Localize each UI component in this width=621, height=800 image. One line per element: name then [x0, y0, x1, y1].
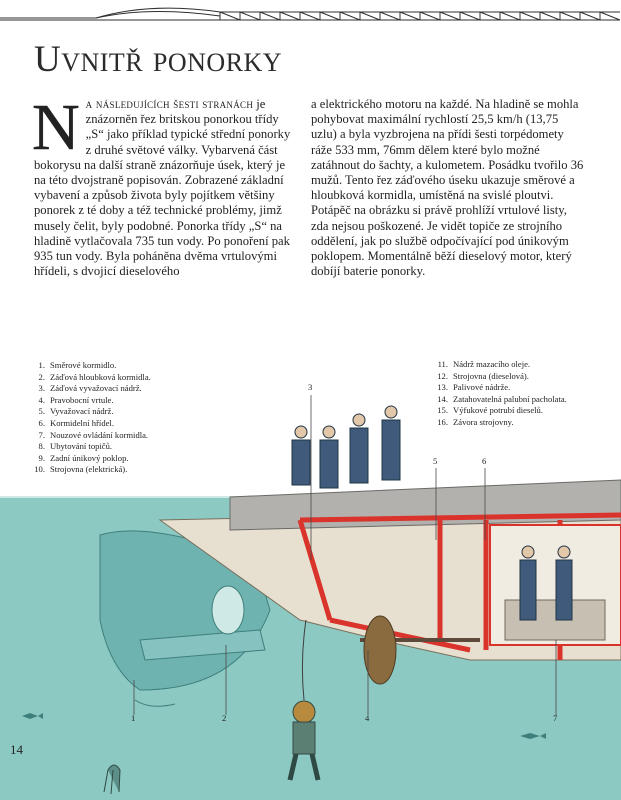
page-title: Uvnitř ponorky: [34, 39, 283, 80]
callout-3: 3: [308, 382, 313, 392]
intro-text: je znázorněn řez britskou ponorkou třídy „S“ jako příklad typické střední ponorky z druhé světové války. Vybarvená část bokorysu na další straně znázorňuje úsek, který je na této dvojstraně popisován. Zobrazené základní vybavení a způsob života byly pojítkem většiny ponorek z té doby a též technické problémy, jimž musely čelit, byly podobné. Ponorka třídy „S“ na hladině vytlačovala 735 tun vody. Po ponoření pak 935 tun vody. Byla poháněna dvěma vrtulovými hřídeli, s dvojicí dieselového: [34, 97, 291, 279]
legend-item: 9. Zadní únikový poklop.: [38, 452, 129, 463]
legend-item: 12. Strojovna (dieselová).: [437, 370, 529, 381]
callout-2: 2: [222, 713, 227, 723]
propeller: [364, 616, 396, 684]
legend-item: 13. Palivové nádrže.: [437, 382, 511, 393]
legend-right: [432, 359, 582, 429]
truss-bridge-header: [0, 0, 621, 26]
legend-item: 15. Výfukové potrubí dieselů.: [437, 405, 543, 416]
legend-item: 10. Strojovna (elektrická).: [34, 464, 128, 475]
drop-cap: N: [32, 91, 80, 164]
callout-7: 7: [553, 713, 558, 723]
callout-6: 6: [482, 456, 487, 466]
callout-5: 5: [433, 456, 438, 466]
callout-1: 1: [131, 713, 136, 723]
fin-opening: [212, 586, 244, 634]
legend-item: 7. Nouzové ovládání kormidla.: [38, 429, 149, 440]
legend-item: 5. Vyvažovací nádrž.: [38, 406, 114, 417]
legend-item: 8. Ubytování topičů.: [38, 441, 113, 452]
legend-left: [29, 360, 151, 476]
legend-item: 4. Pravobocní vrtule.: [38, 394, 114, 405]
legend-item: 6. Kormidelní hřídel.: [38, 417, 114, 428]
legend-item: 11. Nádrž mazacího oleje.: [437, 359, 531, 369]
body-text-column-2: a elektrického motoru na každé. Na hladině se mohla pohybovat maximální rychlostí 25,5 km/h (13,75 uzlu) a byla vyzbrojena na přídi šesti torpédomety ráže 533 mm, 76mm dělem které bylo možné zatáhnout do šachty, a kulometem. Posádku tvořilo 36 mužů. Tento řez záďového úseku ukazuje směrové a hloubková kormidla, umístěná na svislé ploutvi. Potápěč na obrázku si právě prohlíží vrtulové listy, zda nejsou poškozené. Je vidět topiče ze strojního oddělení, jak po službě odpočívající pod únikovým poklopem. Momentálně běží dieselový motor, který dobíjí baterie ponorky.: [311, 97, 584, 279]
intro-lead: a následujících šesti stranách: [85, 97, 254, 111]
legend-item: 16. Závora strojovny.: [437, 416, 514, 427]
legend-item: 2. Záďová hloubková kormidla.: [38, 371, 151, 382]
page-number: 14: [10, 742, 23, 757]
legend-item: 3. Záďová vyvažovací nádrž.: [38, 383, 142, 394]
legend-item: 1. Směrové kormidlo.: [38, 360, 117, 370]
callout-4: 4: [365, 713, 370, 723]
body-text-column-1: [32, 91, 294, 279]
legend-item: 14. Zatahovatelná palubní pacholata.: [437, 393, 567, 404]
